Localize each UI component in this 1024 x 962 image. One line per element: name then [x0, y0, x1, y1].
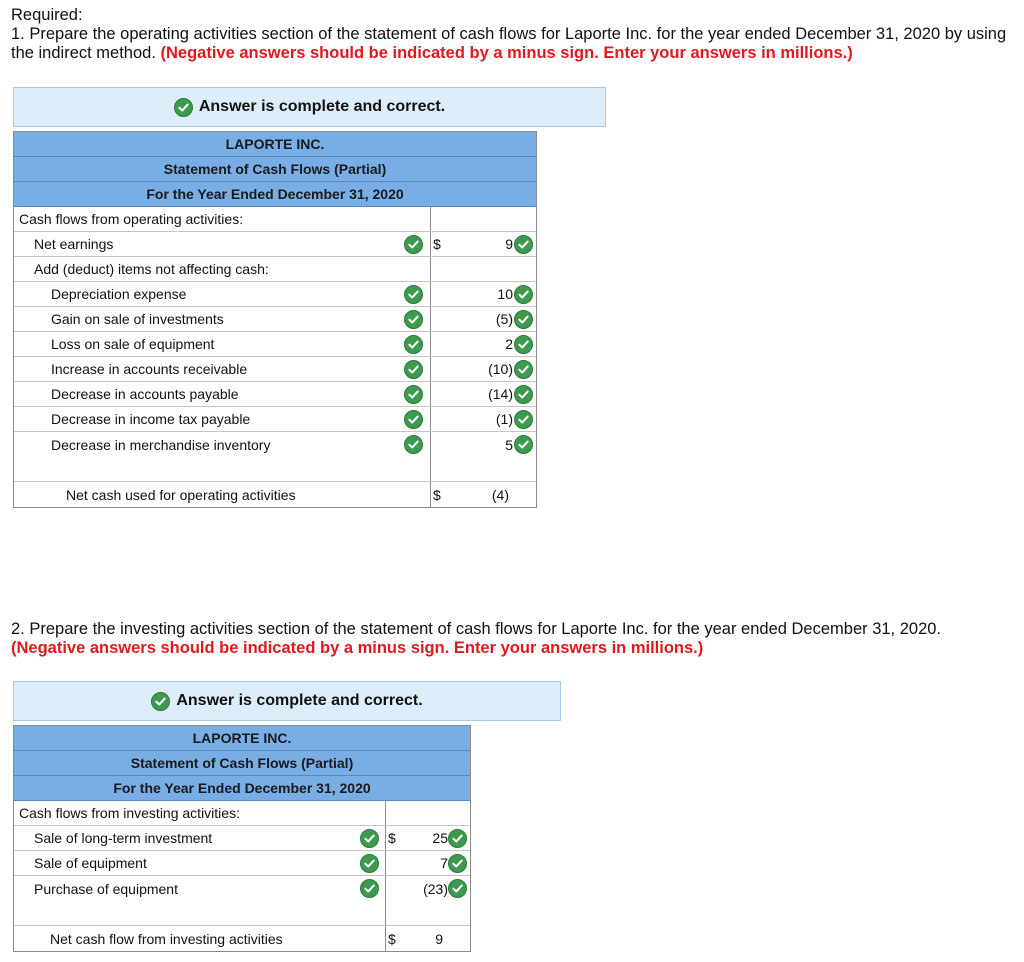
question-2-note: (Negative answers should be indicated by a minus sign. Enter your answers in millions.) [11, 639, 704, 657]
dollar-sign: $ [388, 830, 396, 846]
row-label[interactable]: Decrease in merchandise inventory [51, 436, 271, 453]
total-row [14, 482, 536, 507]
check-circle-icon [360, 879, 379, 898]
amount-input[interactable]: 9 [505, 236, 513, 252]
company-name: LAPORTE INC. [14, 726, 470, 751]
amount-input[interactable]: (1) [495, 411, 513, 427]
check-circle-icon [448, 854, 467, 873]
answer-banner-1 [13, 87, 606, 127]
amount-input[interactable]: 10 [497, 286, 513, 302]
required-label: Required: [11, 6, 83, 24]
row-label[interactable]: Net earnings [34, 236, 114, 252]
check-circle-icon [514, 360, 533, 379]
adjustment-row [14, 307, 536, 332]
row-label[interactable]: Gain on sale of investments [51, 311, 224, 327]
check-circle-icon [514, 410, 533, 429]
check-circle-icon [404, 385, 423, 404]
check-circle-icon [514, 435, 533, 454]
amount-input[interactable]: 7 [440, 855, 448, 871]
banner-text: Answer is complete and correct. [198, 98, 446, 115]
row-label[interactable]: Increase in accounts receivable [51, 361, 248, 377]
adjustment-row [14, 332, 536, 357]
section-label-row [14, 801, 470, 826]
amount-input[interactable]: (14) [488, 386, 513, 402]
section-label-row [14, 207, 536, 232]
check-circle-icon [404, 410, 423, 429]
question-2 [11, 620, 1016, 658]
question-1 [11, 6, 1016, 63]
statement-title: Statement of Cash Flows (Partial) [14, 751, 470, 776]
check-circle-icon [360, 829, 379, 848]
question-1-note: (Negative answers should be indicated by a minus sign. Enter your answers in millions.) [160, 44, 853, 62]
amount-input[interactable]: (10) [488, 361, 513, 377]
blank-row [14, 901, 470, 926]
statement-period: For the Year Ended December 31, 2020 [14, 776, 470, 801]
amount-input[interactable]: 25 [432, 830, 448, 846]
section-label: Cash flows from operating activities: [19, 211, 244, 227]
investing-row [14, 826, 470, 851]
row-label[interactable]: Loss on sale of equipment [51, 336, 215, 352]
adjust-label-row [14, 257, 536, 282]
check-circle-icon [404, 335, 423, 354]
amount-input[interactable]: 2 [505, 336, 513, 352]
adjustment-row [14, 407, 536, 432]
check-circle-icon [514, 335, 533, 354]
answer-banner-2 [13, 681, 561, 721]
check-circle-icon [514, 285, 533, 304]
question-2-text: 2. Prepare the investing activities section of the statement of cash flows for Laporte Inc. for the year ended December 31, 2020. [11, 620, 942, 638]
statement-title: Statement of Cash Flows (Partial) [14, 157, 536, 182]
check-circle-icon [448, 879, 467, 898]
question-1-text: 1. Prepare the operating activities section of the statement of cash flows for Laporte Inc. for the year ended December 31, 2020 by using the indirect method. [11, 25, 1007, 62]
check-circle-icon [514, 310, 533, 329]
row-label[interactable]: Sale of long-term investment [34, 830, 213, 846]
check-circle-icon [404, 435, 423, 454]
statement-period: For the Year Ended December 31, 2020 [14, 182, 536, 207]
check-circle-icon [151, 692, 170, 711]
row-label[interactable]: Purchase of equipment [34, 880, 178, 897]
row-label[interactable]: Depreciation expense [51, 286, 187, 302]
check-circle-icon [360, 854, 379, 873]
total-amount[interactable]: 9 [435, 930, 443, 947]
adjustment-row [14, 282, 536, 307]
amount-input[interactable]: (5) [495, 311, 513, 327]
row-label[interactable]: Sale of equipment [34, 855, 147, 871]
total-amount[interactable]: (4) [491, 486, 509, 503]
investing-statement [13, 725, 471, 952]
check-circle-icon [514, 235, 533, 254]
row-label[interactable]: Decrease in income tax payable [51, 411, 251, 427]
adjustment-row [14, 357, 536, 382]
total-label[interactable]: Net cash flow from investing activities [50, 930, 283, 947]
dollar-sign: $ [433, 236, 441, 252]
operating-statement [13, 131, 537, 508]
investing-row [14, 851, 470, 876]
blank-row [14, 457, 536, 482]
dollar-sign: $ [388, 930, 396, 947]
amount-input[interactable]: 5 [505, 436, 513, 453]
banner-text: Answer is complete and correct. [176, 692, 423, 709]
dollar-sign: $ [433, 486, 441, 503]
check-circle-icon [514, 385, 533, 404]
net-earnings-row [14, 232, 536, 257]
adjustment-row [14, 382, 536, 407]
section-label: Cash flows from investing activities: [19, 805, 240, 821]
check-circle-icon [174, 98, 193, 117]
adjustment-row [14, 432, 536, 457]
company-name: LAPORTE INC. [14, 132, 536, 157]
investing-row [14, 876, 470, 901]
check-circle-icon [404, 360, 423, 379]
row-label[interactable]: Decrease in accounts payable [51, 386, 239, 402]
total-label[interactable]: Net cash used for operating activities [66, 486, 296, 503]
total-row [14, 926, 470, 951]
adjust-label: Add (deduct) items not affecting cash: [34, 261, 269, 277]
check-circle-icon [404, 235, 423, 254]
check-circle-icon [448, 829, 467, 848]
check-circle-icon [404, 285, 423, 304]
check-circle-icon [404, 310, 423, 329]
amount-input[interactable]: (23) [423, 880, 448, 897]
